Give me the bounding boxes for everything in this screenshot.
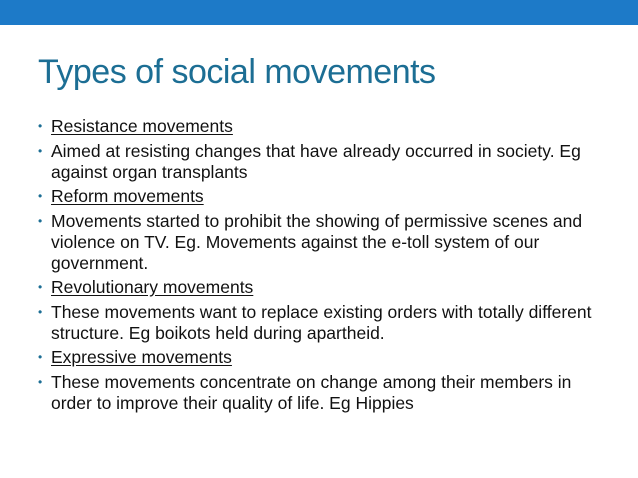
heading-expressive-movements: Expressive movements xyxy=(51,347,232,367)
bullet-item-revolutionary xyxy=(38,277,598,298)
bullet-icon: • xyxy=(38,280,43,294)
bullet-item-reform xyxy=(38,186,598,207)
bullet-item-resistance xyxy=(38,116,598,137)
bullet-icon: • xyxy=(38,143,43,158)
bullet-item-expressive xyxy=(38,347,598,368)
slide-title: Types of social movements xyxy=(38,53,436,91)
bullet-item-reform-description xyxy=(38,211,598,274)
reform-description: Movements started to prohibit the showing of permissive scenes and violence on TV. Eg. Movements against the e-toll system of our government. xyxy=(51,210,583,273)
resistance-description: Aimed at resisting changes that have already occurred in society. Eg against organ transplants xyxy=(51,140,581,182)
heading-reform-movements: Reform movements xyxy=(51,186,204,206)
heading-revolutionary-movements: Revolutionary movements xyxy=(51,277,254,297)
heading-resistance-movements: Resistance movements xyxy=(51,116,233,136)
bullet-item-revolutionary-description xyxy=(38,302,598,344)
top-accent-bar xyxy=(0,0,638,25)
bullet-icon: • xyxy=(38,374,43,389)
bullet-icon: • xyxy=(38,350,43,364)
bullet-icon: • xyxy=(38,213,43,228)
bullet-item-resistance-description xyxy=(38,141,598,183)
revolutionary-description: These movements want to replace existing orders with totally different structure. Eg boikots held during apartheid. xyxy=(51,301,592,343)
bullet-item-expressive-description xyxy=(38,372,598,414)
bullet-icon: • xyxy=(38,189,43,203)
bullet-icon: • xyxy=(38,119,43,133)
bullet-list xyxy=(38,116,598,417)
expressive-description: These movements concentrate on change among their members in order to improve their quality of life. Eg Hippies xyxy=(51,371,572,413)
bullet-icon: • xyxy=(38,304,43,319)
